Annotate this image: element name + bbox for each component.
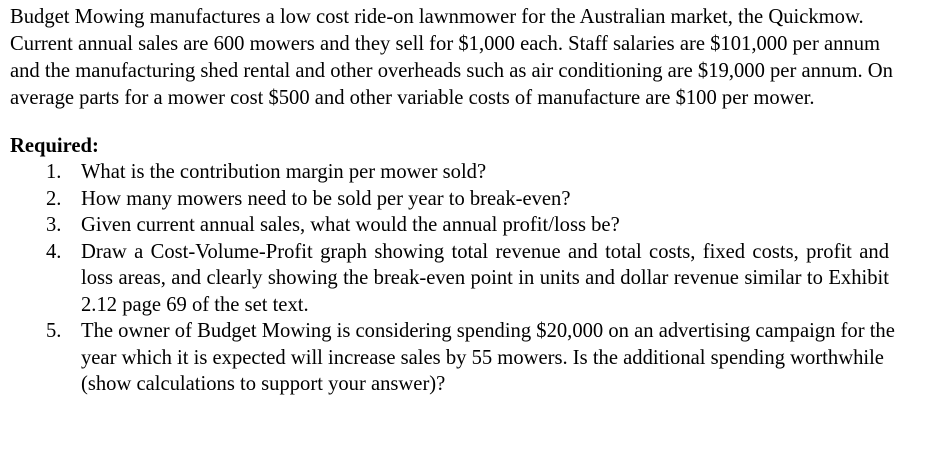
question-text: How many mowers need to be sold per year to break-even? bbox=[81, 187, 571, 210]
required-heading: Required: bbox=[10, 135, 99, 157]
question-item-5 bbox=[10, 318, 910, 398]
question-item-1 bbox=[10, 159, 910, 186]
question-list bbox=[10, 159, 910, 398]
intro-paragraph: Budget Mowing manufactures a low cost ride-on lawnmower for the Australian market, the Quickmow. Current annual sales are 600 mowers and they sell for $1,000 each. Staff salaries are $101,000 per annum and the manufacturing shed rental and other overheads such as air conditioning are $19,000 per annum. On average parts for a mower cost $500 and other variable costs of manufacture are $100 per mower. bbox=[10, 6, 893, 109]
question-item-2 bbox=[10, 186, 910, 213]
question-number: 5. bbox=[46, 320, 62, 342]
question-item-3 bbox=[10, 212, 910, 239]
question-number: 1. bbox=[46, 161, 62, 183]
question-number: 4. bbox=[46, 240, 62, 263]
question-text: Given current annual sales, what would the annual profit/loss be? bbox=[81, 214, 620, 236]
question-text: Draw a Cost-Volume-Profit graph showing total revenue and total costs, fixed costs, profit and loss areas, and clearly showing the break-even point in units and dollar revenue similar to Exhibit 2.12 page 69 of the set text. bbox=[81, 240, 889, 316]
question-number: 3. bbox=[46, 214, 62, 236]
document-body bbox=[10, 4, 910, 398]
question-item-4 bbox=[10, 239, 910, 319]
question-text: The owner of Budget Mowing is considering spending $20,000 on an advertising campaign for the year which it is expected will increase sales by 55 mowers. Is the additional spending worthwhile (show calculations to support your answer)? bbox=[81, 320, 895, 395]
question-text: What is the contribution margin per mower sold? bbox=[81, 161, 487, 183]
question-number: 2. bbox=[46, 187, 62, 210]
